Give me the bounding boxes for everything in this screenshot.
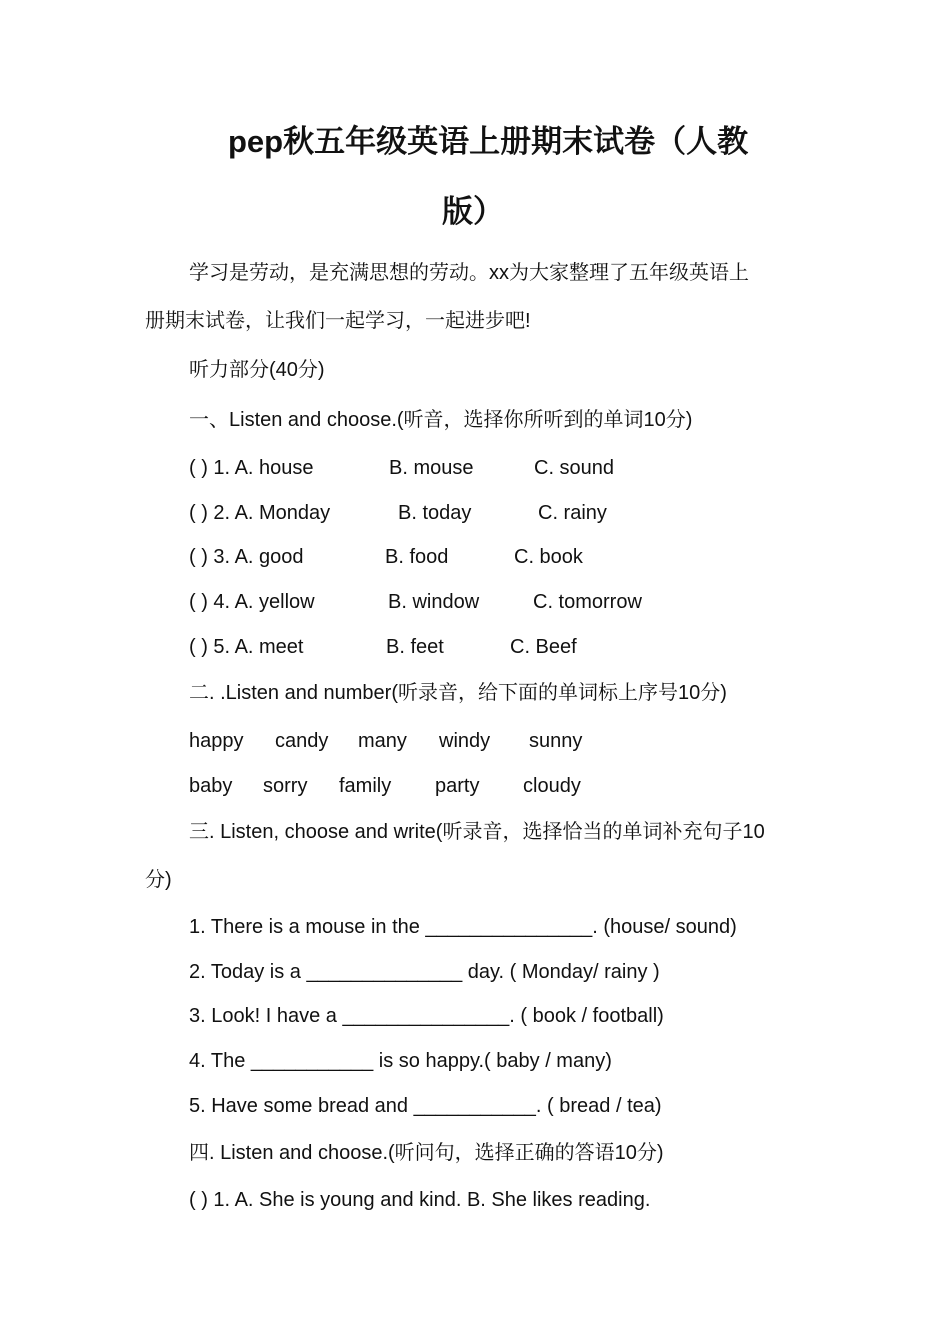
- section-3-heading-line-1: 三. Listen, choose and write(听录音，选择恰当的单词补充句子10: [189, 821, 765, 843]
- fill-in-item: 1. There is a mouse in the _______________. (house/ sound): [189, 916, 737, 938]
- section-3-heading-line-2: 分): [145, 869, 172, 891]
- question-row: [189, 499, 789, 527]
- fill-in-item: 3. Look! I have a _______________. ( book / football): [189, 1005, 664, 1027]
- question-option-c: C. rainy: [538, 502, 607, 524]
- listening-section-header: 听力部分(40分): [189, 359, 325, 381]
- fill-in-item: 4. The ___________ is so happy.( baby / many): [189, 1050, 612, 1072]
- question-option-b: B. today: [398, 502, 472, 524]
- answer-choice-item: ( ) 1. A. She is young and kind. B. She likes reading.: [189, 1189, 651, 1211]
- question-option-c: C. book: [514, 546, 583, 568]
- word-item: sorry: [263, 775, 308, 797]
- intro-paragraph-line-1: 学习是劳动，是充满思想的劳动。xx为大家整理了五年级英语上: [189, 262, 749, 284]
- word-item: cloudy: [523, 775, 581, 797]
- question-row: [189, 588, 789, 616]
- question-option-c: C. Beef: [510, 636, 577, 658]
- word-row-2: [189, 772, 789, 800]
- question-option-a: ( ) 1. A. house: [189, 457, 314, 479]
- question-option-c: C. sound: [534, 457, 615, 479]
- word-item: candy: [275, 730, 329, 752]
- question-option-b: B. mouse: [389, 457, 474, 479]
- word-item: sunny: [529, 730, 583, 752]
- question-option-b: B. feet: [386, 636, 444, 658]
- word-item: happy: [189, 730, 244, 752]
- question-option-c: C. tomorrow: [533, 591, 642, 613]
- question-option-b: B. window: [388, 591, 480, 613]
- word-item: windy: [439, 730, 491, 752]
- word-item: many: [358, 730, 407, 752]
- question-row: [189, 543, 789, 571]
- section-1-heading: 一、Listen and choose.(听音，选择你所听到的单词10分): [189, 409, 693, 431]
- section-2-heading: 二. .Listen and number(听录音，给下面的单词标上序号10分): [189, 682, 727, 704]
- fill-in-item: 5. Have some bread and ___________. ( bread / tea): [189, 1095, 662, 1117]
- document-title-line-1: pep秋五年级英语上册期末试卷（人教: [228, 124, 749, 159]
- word-item: family: [339, 775, 392, 797]
- question-option-a: ( ) 5. A. meet: [189, 636, 304, 658]
- section-4-heading: 四. Listen and choose.(听问句，选择正确的答语10分): [189, 1142, 664, 1164]
- document-title-line-2: 版）: [442, 194, 504, 229]
- question-option-a: ( ) 4. A. yellow: [189, 591, 315, 613]
- word-item: party: [435, 775, 480, 797]
- question-row: [189, 454, 789, 482]
- fill-in-item: 2. Today is a ______________ day. ( Monday/ rainy ): [189, 961, 660, 983]
- question-option-b: B. food: [385, 546, 449, 568]
- intro-paragraph-line-2: 册期末试卷，让我们一起学习，一起进步吧!: [145, 310, 531, 332]
- question-row: [189, 633, 789, 661]
- question-option-a: ( ) 2. A. Monday: [189, 502, 331, 524]
- word-row-1: [189, 727, 789, 755]
- word-item: baby: [189, 775, 233, 797]
- question-option-a: ( ) 3. A. good: [189, 546, 304, 568]
